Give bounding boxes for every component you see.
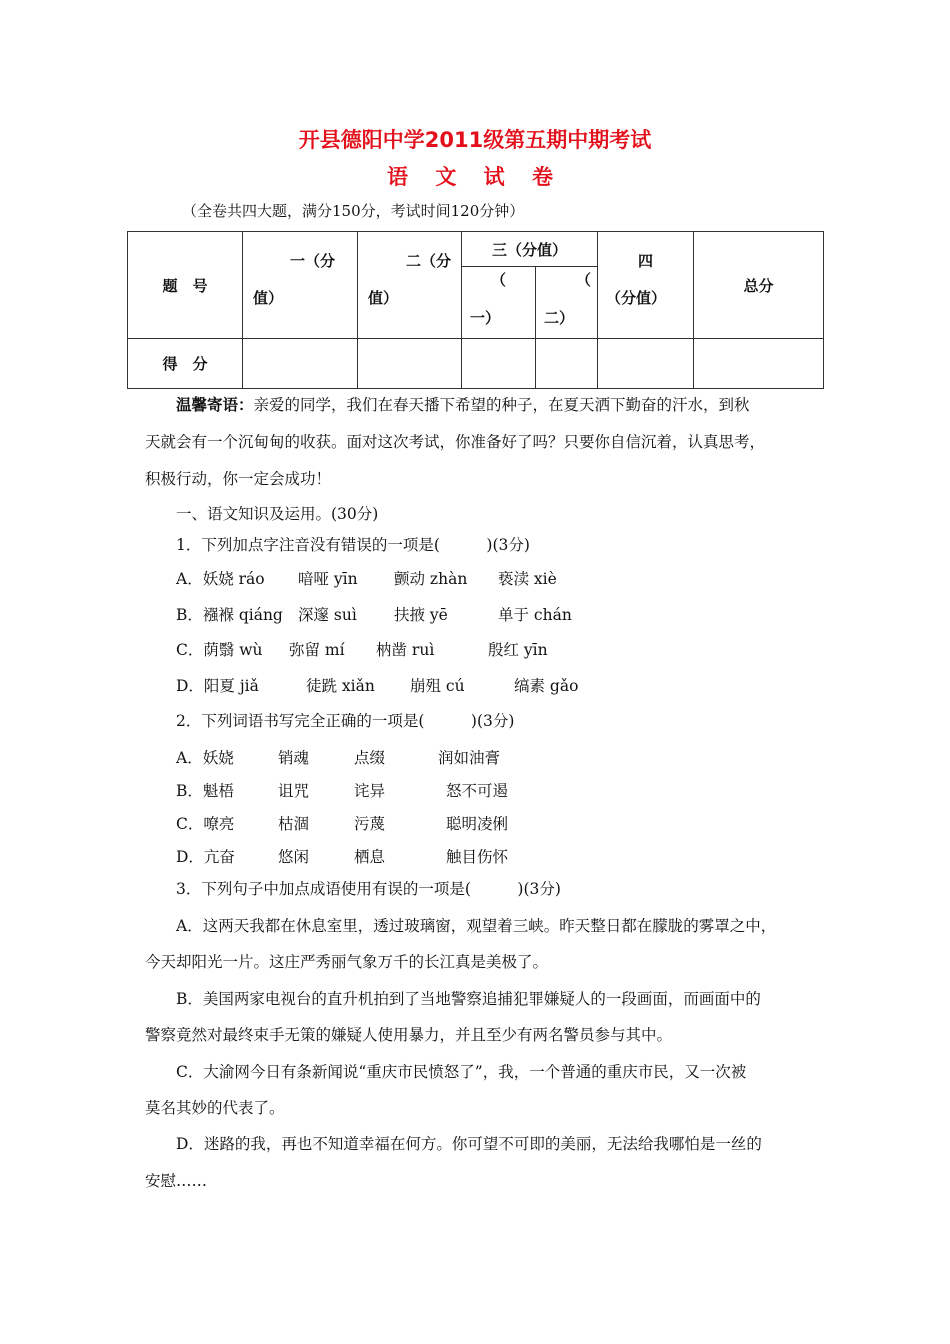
q1-c-1: C．荫翳 wù: [176, 641, 263, 659]
q2-b-3: 诧异: [354, 782, 386, 800]
q2-option-b: [176, 779, 509, 801]
q2-a-4: 润如油膏: [438, 749, 501, 767]
exam-note: （全卷共四大题，满分150分，考试时间120分钟）: [182, 202, 525, 220]
col1-label-a: 一（分: [289, 252, 335, 270]
col4-label-b: （分值）: [606, 289, 667, 307]
q2-c-3: 污蔑: [354, 815, 386, 833]
q1-stem: 1．下列加点字注音没有错误的一项是( )(3分): [176, 536, 530, 554]
q2-a-3: 点缀: [354, 749, 386, 767]
col3-sub1-label-b: 一）: [470, 309, 501, 327]
q1-b-2: 深邃 suì: [298, 606, 357, 624]
greeting-line-1: [176, 393, 750, 415]
total-label: 总分: [743, 276, 774, 295]
score-label-cell: [128, 339, 243, 389]
col3-sub2-label-a: （: [576, 271, 592, 289]
col3-header: [462, 232, 598, 267]
col3-sub2-header: [536, 267, 598, 339]
q1-b-3: 扶掖 yē: [394, 606, 448, 624]
q1-option-b: [176, 603, 572, 625]
score-table: [127, 231, 824, 389]
score-cell-3-1[interactable]: [462, 339, 536, 389]
q2-option-c: [176, 812, 509, 834]
greeting-line-3: 积极行动，你一定会成功！: [145, 470, 332, 488]
col4-header: [598, 232, 694, 339]
q2-d-1: D．亢奋: [176, 848, 235, 866]
q1-c-4: 殷红 yīn: [488, 641, 548, 659]
q2-d-2: 悠闲: [278, 848, 310, 866]
q2-b-2: 诅咒: [278, 782, 310, 800]
q1-c-2: 弥留 mí: [289, 641, 345, 659]
q1-option-c: [176, 638, 548, 660]
col3-sub1-header: [462, 267, 536, 339]
q2-a-1: A．妖娆: [176, 749, 234, 767]
q1-d-2: 徒跣 xiǎn: [306, 677, 375, 695]
q2-c-2: 枯涸: [278, 815, 310, 833]
score-cell-2[interactable]: [358, 339, 462, 389]
q1-d-3: 崩殂 cú: [410, 677, 465, 695]
col4-label-a: 四: [638, 252, 654, 270]
q2-stem: 2．下列词语书写完全正确的一项是( )(3分): [176, 712, 515, 730]
q1-d-4: 缟素 gǎo: [514, 677, 579, 695]
q2-c-1: C．嘹亮: [176, 815, 235, 833]
col2-label-a: 二（分: [405, 252, 451, 270]
q3-d-line-1: D．迷路的我，再也不知道幸福在何方。你可望不可即的美丽，无法给我哪怕是一丝的: [176, 1135, 762, 1153]
q3-c-line-1: C．大渝网今日有条新闻说“重庆市民愤怒了”，我，一个普通的重庆市民，又一次被: [176, 1063, 747, 1081]
q1-a-3: 颤动 zhàn: [394, 570, 468, 588]
q2-a-2: 销魂: [278, 749, 310, 767]
q2-d-3: 栖息: [354, 848, 386, 866]
col3-sub2-label-b: 二）: [544, 309, 575, 327]
q3-d-line-2: 安慰……: [145, 1172, 208, 1190]
greeting-text-1: 亲爱的同学，我们在春天播下希望的种子，在夏天洒下勤奋的汗水，到秋: [253, 396, 750, 414]
subject-title: 语 文 试 卷: [387, 165, 563, 189]
q2-option-d: [176, 845, 509, 867]
score-cell-1[interactable]: [243, 339, 358, 389]
topic-label: 题 号: [162, 276, 208, 295]
q3-b-line-2: 警察竟然对最终束手无策的嫌疑人使用暴力，并且至少有两名警员参与其中。: [145, 1026, 673, 1044]
col1-header: [243, 232, 358, 339]
score-cell-total[interactable]: [694, 339, 824, 389]
q3-c-line-2: 莫名其妙的代表了。: [145, 1099, 285, 1117]
q1-b-1: B．襁褓 qiáng: [176, 606, 283, 624]
col3-sub1-label-a: （: [490, 271, 506, 289]
score-cell-4[interactable]: [598, 339, 694, 389]
q2-c-4: 聪明凌俐: [446, 815, 509, 833]
q1-a-4: 亵渎 xiè: [498, 570, 557, 588]
greeting-line-2: 天就会有一个沉甸甸的收获。面对这次考试，你准备好了吗？只要你自信沉着，认真思考，: [145, 433, 766, 451]
q1-b-4: 单于 chán: [498, 606, 572, 624]
col3-label: 三（分值）: [492, 240, 568, 259]
q2-b-1: B．魁梧: [176, 782, 234, 800]
col2-header: [358, 232, 462, 339]
q1-a-1: A．妖娆 ráo: [176, 570, 265, 588]
section1-heading: 一、语文知识及运用。(30分): [176, 505, 379, 523]
q3-a-line-1: A．这两天我都在休息室里，透过玻璃窗，观望着三峡。昨天整日都在朦胧的雾罩之中，: [176, 917, 777, 935]
exam-title: 开县德阳中学2011级第五期中期考试: [298, 128, 652, 152]
q1-option-a: [176, 567, 557, 589]
q1-c-3: 枘凿 ruì: [376, 641, 435, 659]
q2-option-a: [176, 746, 501, 768]
greeting-label: 温馨寄语：: [176, 396, 254, 414]
q1-option-d: [176, 674, 579, 696]
q1-a-2: 喑哑 yīn: [298, 570, 358, 588]
q1-d-1: D．阳夏 jiǎ: [176, 677, 259, 695]
q3-a-line-2: 今天却阳光一片。这庄严秀丽气象万千的长江真是美极了。: [145, 953, 549, 971]
q2-d-4: 触目伤怀: [446, 848, 509, 866]
col2-label-b: 值）: [368, 289, 399, 307]
q3-b-line-1: B．美国两家电视台的直升机拍到了当地警察追捕犯罪嫌疑人的一段画面，而画面中的: [176, 990, 761, 1008]
topic-label-cell: [128, 232, 243, 339]
score-cell-3-2[interactable]: [536, 339, 598, 389]
total-header: [694, 232, 824, 339]
q3-stem: 3．下列句子中加点成语使用有误的一项是( )(3分): [176, 880, 561, 898]
q2-b-4: 怒不可遏: [446, 782, 509, 800]
col1-label-b: 值）: [253, 289, 284, 307]
score-label: 得 分: [162, 355, 208, 373]
